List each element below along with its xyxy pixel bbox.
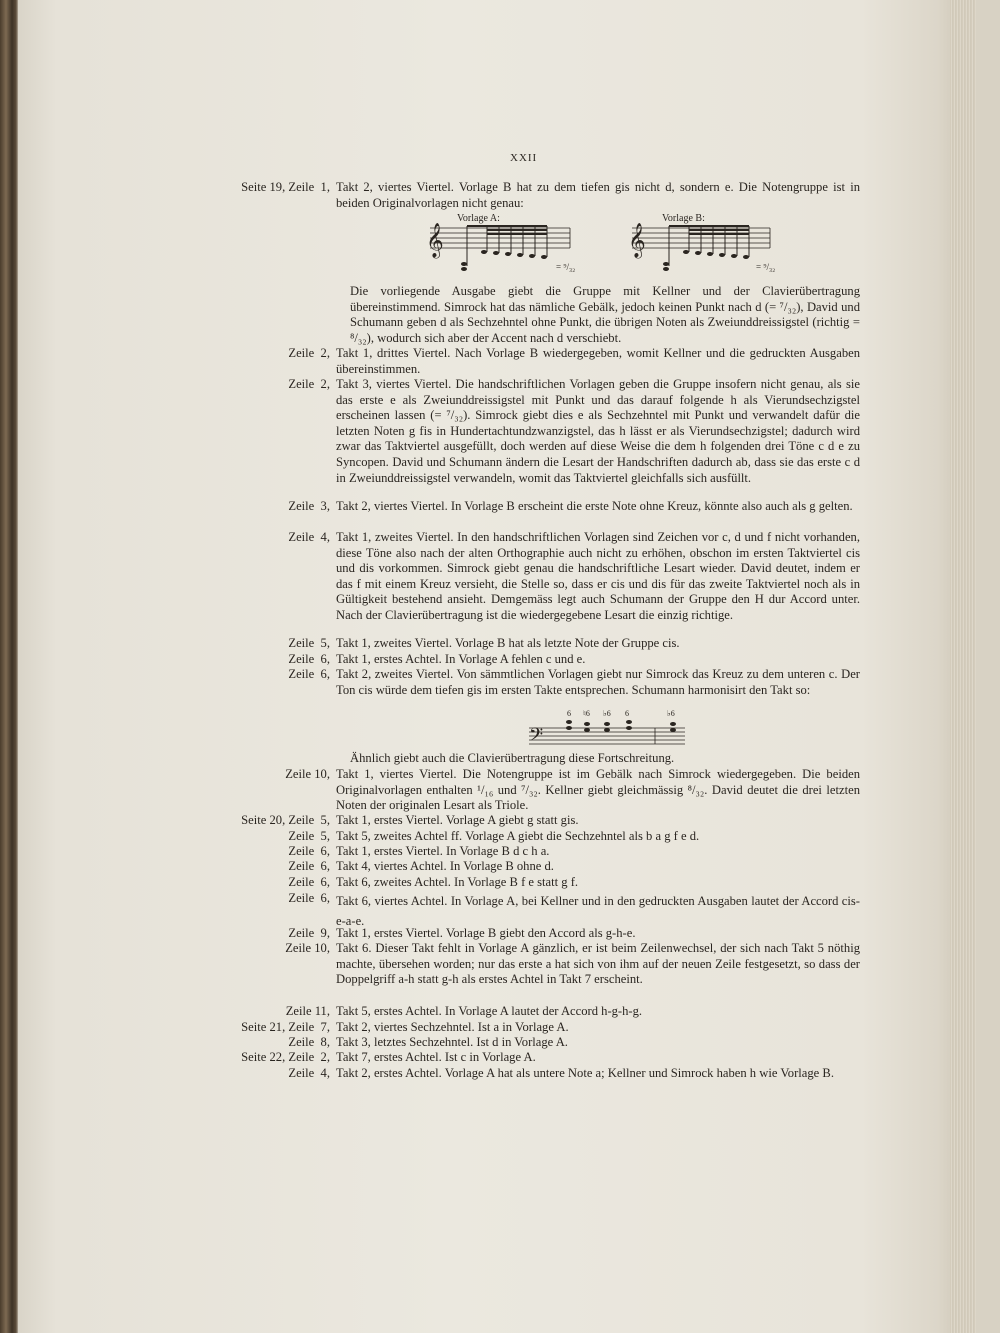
entry-ref: Zeile 3, [288, 499, 330, 513]
entry-ref: Zeile 6, [288, 875, 330, 889]
svg-text:𝄞: 𝄞 [426, 224, 444, 257]
svg-text:6: 6 [625, 710, 629, 718]
entry-ref: Zeile 6, [288, 859, 330, 873]
music-ratio-a: = ⁹/₃₂ [556, 262, 576, 272]
entry-text: Takt 2, viertes Viertel. In Vorlage B erscheint die erste Note ohne Kreuz, könnte also auch als g gelten. [336, 499, 853, 513]
entry-ref: Seite 19, Zeile 1, [241, 180, 330, 194]
music-example-2 [525, 710, 690, 750]
entry-text: Takt 1, erstes Viertel. Vorlage B giebt den Accord als g-h-e. [336, 926, 636, 940]
music-label-b: Vorlage B: [662, 213, 705, 224]
page-fore-edge [950, 0, 976, 1333]
entry-text: Takt 5, erstes Achtel. In Vorlage A lautet der Accord h-g-h-g. [336, 1004, 643, 1018]
entry-ref: Zeile 5, [288, 829, 330, 843]
entry-ref: Zeile 2, [288, 377, 330, 391]
entry-ref: Zeile 10, [285, 941, 330, 955]
svg-text:♭6: ♭6 [603, 710, 611, 718]
entry-text: Takt 6, zweites Achtel. In Vorlage B f e statt g f. [336, 875, 579, 889]
page-number: XXII [510, 152, 538, 164]
svg-text:♮6: ♮6 [583, 710, 590, 718]
entry-ref: Seite 21, Zeile 7, [241, 1020, 330, 1034]
entry-text: Ähnlich giebt auch die Clavierübertragung diese Fortschreitung. [350, 751, 675, 765]
svg-text:𝄞: 𝄞 [628, 224, 646, 257]
svg-text:𝄢: 𝄢 [529, 724, 544, 749]
music-ratio-b: = ⁹/₃₂ [756, 262, 776, 272]
entry-text: Takt 6. Dieser Takt fehlt in Vorlage A gänzlich, er ist beim Zeilenwechsel, der sich nach Takt 5 nöthig machte, übersehen worden; nur das erste a hat sich von ihm auf der neuen Zeile festgesetzt, so dass der Doppelgriff a-h statt g-h als erstes Achtel in Takt 7 erscheint. [336, 941, 860, 987]
music-example-1 [420, 222, 780, 278]
entry-ref: Zeile 6, [288, 652, 330, 666]
entry-text: Takt 3, viertes Viertel. Die handschriftlichen Vorlagen geben die Gruppe insofern nicht genau, als sie das erste e als Zweiunddreissigstel mit Punkt und das darauf folgende h als Vierundsechzigstel erscheinen lassen (= ⁷/₃₂). Simrock giebt dies e als Sechzehntel mit Punkt und verwandelt dafür die letzten Noten g fis in Hundertachtundzwanzigstel, das h lässt er als Vierundsechzigstel; dadurch wird zwar das Taktviertel ausgefüllt, doch werden auf diese Weise die dem h folgenden drei Töne c d e zu Syncopen. David und Schumann ändern die Lesart der Handschriften dadurch ab, dass sie das erste c d in Zweiunddreissigstel verwandeln, womit das Taktviertel gleichfalls sich ausfüllt. [336, 377, 860, 485]
entry-text: Takt 1, viertes Viertel. Die Notengruppe ist im Gebälk nach Simrock wiedergegeben. Die beiden Originalvorlagen enthalten ¹/₁₆ und ⁷/₃₂. Kellner giebt gleichmässig ⁸/₃₂. David deutet die drei letzten Noten der originalen Lesart als Triole. [336, 767, 860, 813]
entry-ref: Zeile 6, [288, 891, 330, 905]
entry-ref: Zeile 10, [285, 767, 330, 781]
entry-text: Takt 1, erstes Achtel. In Vorlage A fehlen c und e. [336, 652, 586, 666]
entry-ref: Zeile 6, [288, 667, 330, 681]
entry-text: Takt 1, zweites Viertel. In den handschriftlichen Vorlagen sind Zeichen vor c, d und f nicht vorhanden, diese Töne also nach der alten Orthographie auch nicht zu erhöhen, obschon im ersten Taktviertel cis und dis vorkommen. Simrock giebt genau die handschriftliche Lesart wieder. David deutet, indem er das f mit einem Kreuz versieht, die Stelle so, dass er cis und dis für das zweite Taktviertel noch als in Gültigkeit bestehend ansieht. Demgemäss legt auch Schumann der Gruppe den H dur Accord unter. Nach der Clavierübertragung ist die wiedergegebene Lesart die einzig richtige. [336, 530, 860, 622]
entry-text: Takt 1, erstes Viertel. Vorlage A giebt g statt gis. [336, 813, 579, 827]
entry-text: Die vorliegende Ausgabe giebt die Gruppe mit Kellner und der Clavierübertragung übereinstimmend. Simrock hat das nämliche Gebälk, jedoch keinen Punkt nach d (= ⁷/₃₂), David und Schumann geben d als Sechzehntel ohne Punkt, die übrigen Noten als Zweiunddreissigstel (richtig = ⁸/₃₂), wodurch sich aber der Accent nach d verschiebt. [350, 284, 860, 345]
entry-text: Takt 4, viertes Achtel. In Vorlage B ohne d. [336, 859, 554, 873]
entry-ref: Zeile 6, [288, 844, 330, 858]
entry-ref: Seite 22, Zeile 2, [241, 1050, 330, 1064]
svg-text:6: 6 [567, 710, 571, 718]
entry-text: Takt 1, erstes Viertel. In Vorlage B d c h a. [336, 844, 550, 858]
entry-text: Takt 1, zweites Viertel. Vorlage B hat als letzte Note der Gruppe cis. [336, 636, 680, 650]
entry-ref: Zeile 4, [288, 1066, 330, 1080]
entry-text: Takt 1, drittes Viertel. Nach Vorlage B wiedergegeben, womit Kellner und die gedruckten Ausgaben übereinstimmen. [336, 346, 860, 376]
entry-ref: Zeile 4, [288, 530, 330, 544]
entry-text: Takt 3, letztes Sechzehntel. Ist d in Vorlage A. [336, 1035, 568, 1049]
entry-text: Takt 5, zweites Achtel ff. Vorlage A giebt die Sechzehntel als b a g f e d. [336, 829, 700, 843]
entry-ref: Zeile 2, [288, 346, 330, 360]
entry-ref: Zeile 11, [285, 1004, 330, 1018]
entry-text: Takt 2, zweites Viertel. Von sämmtlichen Vorlagen giebt nur Simrock das Kreuz zu dem unteren c. Der Ton cis würde dem tiefen gis im ersten Takte entsprechen. Schumann harmonisirt den Takt so: [336, 667, 860, 697]
svg-text:♭6: ♭6 [667, 710, 675, 718]
entry-text: Takt 2, viertes Sechzehntel. Ist a in Vorlage A. [336, 1020, 569, 1034]
entry-text: Takt 2, erstes Achtel. Vorlage A hat als untere Note a; Kellner und Simrock haben h wie Vorlage B. [336, 1066, 834, 1080]
entry-text: Takt 2, viertes Viertel. Vorlage B hat zu dem tiefen gis nicht d, sondern e. Die Notengruppe ist in beiden Originalvorlagen nicht genau: [336, 180, 860, 210]
entry-ref: Zeile 9, [288, 926, 330, 940]
entry-ref: Zeile 5, [288, 636, 330, 650]
entry-ref: Zeile 8, [288, 1035, 330, 1049]
entry-ref: Seite 20, Zeile 5, [241, 813, 330, 827]
music-label-a: Vorlage A: [457, 213, 500, 224]
entry-text: Takt 7, erstes Achtel. Ist c in Vorlage A. [336, 1050, 536, 1064]
entry-text: Takt 6, viertes Achtel. In Vorlage A, bei Kellner und in den gedruckten Ausgaben lautet der Accord cis-e-a-e. [336, 894, 860, 928]
